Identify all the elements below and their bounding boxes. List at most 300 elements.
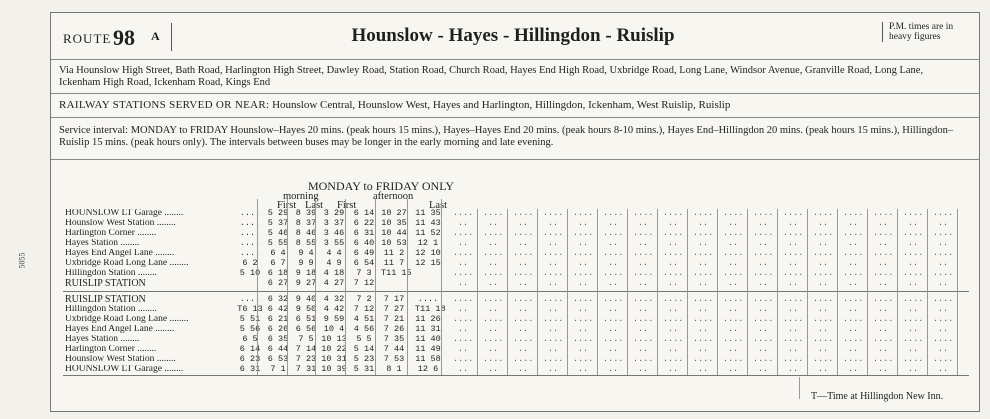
empty-cell: .... bbox=[783, 354, 804, 364]
stop-name: Hayes End Angel Lane ........ bbox=[65, 325, 175, 334]
time-cell: 5 29 bbox=[267, 208, 289, 218]
empty-cell: .. bbox=[667, 344, 679, 354]
empty-cell: .. bbox=[577, 304, 589, 314]
empty-cell: .... bbox=[513, 334, 534, 344]
time-cell: 10 4 bbox=[323, 324, 345, 334]
time-cell: 7 17 bbox=[383, 294, 405, 304]
time-cell: 4 56 bbox=[353, 324, 375, 334]
empty-cell: .. bbox=[907, 278, 919, 288]
empty-cell: .. bbox=[787, 304, 799, 314]
last-label: Last bbox=[305, 200, 324, 211]
time-cell: 9 18 bbox=[295, 268, 317, 278]
time-cell: 6 22 bbox=[353, 218, 375, 228]
column-rule bbox=[257, 199, 258, 375]
divider bbox=[51, 93, 979, 94]
time-cell: 6 44 bbox=[267, 344, 289, 354]
empty-cell: .... bbox=[603, 248, 624, 258]
time-cell: 6 31 bbox=[239, 364, 261, 374]
empty-cell: .. bbox=[787, 238, 799, 248]
empty-cell: .. bbox=[697, 324, 709, 334]
time-cell: 6 27 bbox=[267, 278, 289, 288]
empty-cell: .... bbox=[933, 208, 954, 218]
empty-cell: .. bbox=[457, 218, 469, 228]
column-rule bbox=[657, 209, 658, 375]
empty-cell: .... bbox=[633, 248, 654, 258]
afternoon-label: afternoon bbox=[373, 191, 414, 202]
empty-cell: .. bbox=[877, 304, 889, 314]
empty-cell: .. bbox=[817, 324, 829, 334]
empty-cell: .. bbox=[577, 218, 589, 228]
time-cell: 6 54 bbox=[353, 258, 375, 268]
time-cell: 11 58 bbox=[415, 354, 441, 364]
empty-cell: .... bbox=[933, 248, 954, 258]
route-title: Hounslow - Hayes - Hillingdon - Ruislip bbox=[351, 25, 675, 46]
time-cell: 4 27 bbox=[323, 278, 345, 288]
empty-cell: .. bbox=[727, 304, 739, 314]
empty-cell: .... bbox=[873, 268, 894, 278]
stop-name: Hillingdon Station ........ bbox=[65, 305, 157, 314]
empty-cell: .... bbox=[693, 314, 714, 324]
time-cell: 9 59 bbox=[323, 314, 345, 324]
empty-cell: .... bbox=[453, 354, 474, 364]
empty-cell: .. bbox=[667, 324, 679, 334]
stop-name: Harlington Corner ........ bbox=[65, 345, 157, 354]
empty-cell: .. bbox=[457, 278, 469, 288]
empty-cell: .... bbox=[543, 314, 564, 324]
empty-cell: .. bbox=[697, 364, 709, 374]
empty-cell: .. bbox=[487, 278, 499, 288]
empty-cell: .... bbox=[843, 354, 864, 364]
time-cell: 11 52 bbox=[415, 228, 441, 238]
time-cell: 8 1 bbox=[386, 364, 402, 374]
time-cell: 6 42 bbox=[267, 304, 289, 314]
time-cell: 10 53 bbox=[381, 238, 407, 248]
time-cell: 11 49 bbox=[415, 344, 441, 354]
empty-cell: .. bbox=[877, 238, 889, 248]
railway-line bbox=[59, 99, 969, 111]
empty-cell: .... bbox=[783, 314, 804, 324]
empty-cell: .... bbox=[663, 208, 684, 218]
railway-text: Hounslow Central, Hounslow West, Hayes and Harlington, Hillingdon, Ickenham, West Ruislip, Ruislip bbox=[272, 99, 731, 111]
empty-cell: .... bbox=[663, 354, 684, 364]
empty-cell: .. bbox=[847, 258, 859, 268]
empty-cell: .... bbox=[573, 208, 594, 218]
note-rule bbox=[799, 377, 800, 399]
empty-cell: .... bbox=[843, 334, 864, 344]
empty-cell: .... bbox=[843, 314, 864, 324]
empty-cell: .... bbox=[663, 334, 684, 344]
time-cell: 4 4 bbox=[326, 248, 342, 258]
empty-cell: .. bbox=[517, 238, 529, 248]
empty-cell: .. bbox=[667, 304, 679, 314]
time-cell: 5 55 bbox=[267, 238, 289, 248]
empty-cell: .. bbox=[727, 238, 739, 248]
empty-cell: .... bbox=[543, 354, 564, 364]
empty-cell: .... bbox=[813, 314, 834, 324]
time-cell: .... bbox=[239, 294, 261, 304]
time-cell: 7 44 bbox=[383, 344, 405, 354]
time-cell: 6 49 bbox=[353, 248, 375, 258]
empty-cell: .. bbox=[937, 324, 949, 334]
time-cell: 7 53 bbox=[383, 354, 405, 364]
first-label: First bbox=[337, 200, 357, 211]
empty-cell: .... bbox=[483, 314, 504, 324]
empty-cell: .... bbox=[903, 268, 924, 278]
empty-cell: .. bbox=[907, 238, 919, 248]
empty-cell: .... bbox=[453, 314, 474, 324]
empty-cell: .... bbox=[543, 248, 564, 258]
empty-cell: .. bbox=[457, 344, 469, 354]
time-cell: T6 13 bbox=[237, 304, 263, 314]
empty-cell: .. bbox=[817, 304, 829, 314]
time-cell: 7 5 bbox=[298, 334, 314, 344]
empty-cell: .. bbox=[757, 278, 769, 288]
time-cell: T11 15 bbox=[381, 268, 412, 278]
empty-cell: .... bbox=[633, 314, 654, 324]
empty-cell: .. bbox=[847, 278, 859, 288]
empty-cell: .... bbox=[933, 294, 954, 304]
empty-cell: .... bbox=[543, 334, 564, 344]
empty-cell: .. bbox=[847, 238, 859, 248]
empty-cell: .. bbox=[787, 278, 799, 288]
time-cell: 12 15 bbox=[415, 258, 441, 268]
time-cell: 9 50 bbox=[295, 304, 317, 314]
header bbox=[51, 13, 979, 60]
column-rule bbox=[867, 209, 868, 375]
empty-cell: .... bbox=[813, 228, 834, 238]
empty-cell: .... bbox=[693, 354, 714, 364]
empty-cell: .. bbox=[547, 364, 559, 374]
empty-cell: .... bbox=[633, 354, 654, 364]
time-cell: 7 23 bbox=[295, 354, 317, 364]
empty-cell: .... bbox=[723, 314, 744, 324]
empty-cell: .... bbox=[813, 294, 834, 304]
empty-cell: .. bbox=[487, 258, 499, 268]
empty-cell: .. bbox=[487, 238, 499, 248]
empty-cell: .. bbox=[727, 218, 739, 228]
empty-cell: .. bbox=[847, 344, 859, 354]
empty-cell: .. bbox=[517, 218, 529, 228]
empty-cell: .. bbox=[517, 344, 529, 354]
empty-cell: .... bbox=[813, 354, 834, 364]
time-cell: 7 27 bbox=[383, 304, 405, 314]
empty-cell: .. bbox=[637, 304, 649, 314]
empty-cell: .... bbox=[843, 268, 864, 278]
empty-cell: .. bbox=[577, 364, 589, 374]
empty-cell: .... bbox=[873, 228, 894, 238]
time-cell: 6 31 bbox=[353, 228, 375, 238]
empty-cell: .. bbox=[637, 218, 649, 228]
time-cell: 10 22 bbox=[321, 344, 347, 354]
empty-cell: .. bbox=[697, 238, 709, 248]
empty-cell: .... bbox=[813, 334, 834, 344]
empty-cell: .. bbox=[877, 218, 889, 228]
time-cell: 6 4 bbox=[270, 248, 286, 258]
empty-cell: .... bbox=[633, 294, 654, 304]
column-rule bbox=[747, 209, 748, 375]
empty-cell: .... bbox=[543, 268, 564, 278]
empty-cell: .... bbox=[693, 248, 714, 258]
time-cell: 4 18 bbox=[323, 268, 345, 278]
time-cell: 4 51 bbox=[353, 314, 375, 324]
empty-cell: .... bbox=[873, 208, 894, 218]
time-cell: 6 26 bbox=[267, 324, 289, 334]
empty-cell: .. bbox=[487, 344, 499, 354]
empty-cell: .. bbox=[547, 344, 559, 354]
column-rule bbox=[627, 209, 628, 375]
empty-cell: .... bbox=[873, 248, 894, 258]
empty-cell: .. bbox=[577, 324, 589, 334]
empty-cell: .. bbox=[667, 364, 679, 374]
stop-name: Harlington Corner ........ bbox=[65, 229, 157, 238]
empty-cell: .. bbox=[787, 364, 799, 374]
empty-cell: .. bbox=[937, 278, 949, 288]
empty-cell: .. bbox=[517, 278, 529, 288]
time-cell: 9 40 bbox=[295, 294, 317, 304]
empty-cell: .... bbox=[693, 208, 714, 218]
time-cell: 3 29 bbox=[323, 208, 345, 218]
empty-cell: .... bbox=[453, 208, 474, 218]
column-rule bbox=[777, 209, 778, 375]
stop-name: Uxbridge Road Long Lane ........ bbox=[65, 259, 189, 268]
empty-cell: .. bbox=[457, 238, 469, 248]
column-rule bbox=[407, 199, 408, 375]
empty-cell: .. bbox=[607, 278, 619, 288]
empty-cell: .. bbox=[907, 364, 919, 374]
column-rule bbox=[567, 209, 568, 375]
time-cell: 5 46 bbox=[267, 228, 289, 238]
empty-cell: .. bbox=[637, 324, 649, 334]
empty-cell: .. bbox=[787, 344, 799, 354]
empty-cell: .. bbox=[787, 324, 799, 334]
empty-cell: .... bbox=[843, 248, 864, 258]
empty-cell: .. bbox=[697, 258, 709, 268]
empty-cell: .... bbox=[903, 314, 924, 324]
empty-cell: .... bbox=[753, 294, 774, 304]
column-rule bbox=[375, 199, 376, 375]
empty-cell: .. bbox=[517, 304, 529, 314]
empty-cell: .. bbox=[517, 364, 529, 374]
empty-cell: .. bbox=[907, 324, 919, 334]
empty-cell: .. bbox=[487, 364, 499, 374]
route-suffix: A bbox=[151, 29, 160, 43]
empty-cell: .... bbox=[843, 294, 864, 304]
empty-cell: .... bbox=[603, 294, 624, 304]
empty-cell: .... bbox=[933, 314, 954, 324]
column-rule bbox=[315, 199, 316, 375]
empty-cell: .... bbox=[603, 334, 624, 344]
time-cell: 4 9 bbox=[326, 258, 342, 268]
empty-cell: .... bbox=[903, 354, 924, 364]
time-cell: 10 13 bbox=[321, 334, 347, 344]
time-cell: 3 55 bbox=[323, 238, 345, 248]
time-cell: 5 31 bbox=[353, 364, 375, 374]
via-text: Via Hounslow High Street, Bath Road, Harlington High Street, Dawley Road, Station Road, Church Road, Hayes End High Road, Uxbridge Road, Long Lane, Windsor Avenue, Granville Road, Long Lane, Ickenham High Road, Ickenham Road, Kings End bbox=[59, 65, 924, 88]
empty-cell: .. bbox=[937, 304, 949, 314]
time-cell: 5 37 bbox=[267, 218, 289, 228]
empty-cell: .. bbox=[787, 218, 799, 228]
empty-cell: .. bbox=[547, 304, 559, 314]
empty-cell: .. bbox=[547, 258, 559, 268]
empty-cell: .... bbox=[663, 314, 684, 324]
first-label: First bbox=[277, 200, 297, 211]
empty-cell: .. bbox=[937, 238, 949, 248]
time-cell: 7 21 bbox=[383, 314, 405, 324]
empty-cell: .... bbox=[813, 268, 834, 278]
empty-cell: .... bbox=[723, 228, 744, 238]
column-rule bbox=[927, 209, 928, 375]
empty-cell: .. bbox=[757, 258, 769, 268]
empty-cell: .. bbox=[847, 218, 859, 228]
empty-cell: .. bbox=[667, 238, 679, 248]
empty-cell: .... bbox=[513, 294, 534, 304]
empty-cell: .... bbox=[753, 248, 774, 258]
divider bbox=[51, 117, 979, 118]
column-rule bbox=[717, 209, 718, 375]
time-cell: 5 10 bbox=[239, 268, 261, 278]
empty-cell: .... bbox=[603, 208, 624, 218]
empty-cell: .... bbox=[753, 334, 774, 344]
empty-cell: .... bbox=[873, 334, 894, 344]
empty-cell: .. bbox=[817, 238, 829, 248]
time-cell: 10 35 bbox=[381, 218, 407, 228]
empty-cell: .... bbox=[483, 208, 504, 218]
empty-cell: .. bbox=[937, 344, 949, 354]
time-cell: 11 35 bbox=[415, 208, 441, 218]
time-cell: 5 56 bbox=[239, 324, 261, 334]
empty-cell: .... bbox=[633, 208, 654, 218]
route-number: 98 bbox=[113, 25, 135, 50]
stop-name: Hayes Station ........ bbox=[65, 335, 140, 344]
empty-cell: .... bbox=[813, 248, 834, 258]
empty-cell: .. bbox=[607, 344, 619, 354]
empty-cell: .. bbox=[877, 258, 889, 268]
empty-cell: .. bbox=[757, 324, 769, 334]
empty-cell: .... bbox=[603, 314, 624, 324]
column-rule bbox=[537, 209, 538, 375]
empty-cell: .... bbox=[933, 268, 954, 278]
empty-cell: .. bbox=[487, 324, 499, 334]
empty-cell: .... bbox=[723, 268, 744, 278]
empty-cell: .. bbox=[487, 218, 499, 228]
empty-cell: .. bbox=[607, 324, 619, 334]
empty-cell: .... bbox=[723, 208, 744, 218]
time-cell: .... bbox=[239, 228, 261, 238]
empty-cell: .... bbox=[573, 248, 594, 258]
time-cell: 6 23 bbox=[239, 354, 261, 364]
empty-cell: .... bbox=[933, 334, 954, 344]
empty-cell: .... bbox=[663, 268, 684, 278]
section-divider bbox=[63, 291, 969, 292]
empty-cell: .. bbox=[517, 258, 529, 268]
time-cell: 12 6 bbox=[417, 364, 439, 374]
route-box bbox=[59, 23, 172, 51]
column-rule bbox=[507, 209, 508, 375]
empty-cell: .... bbox=[453, 294, 474, 304]
empty-cell: .. bbox=[607, 364, 619, 374]
empty-cell: .. bbox=[457, 364, 469, 374]
stop-name: HOUNSLOW LT Garage ........ bbox=[65, 209, 184, 218]
time-cell: 8 37 bbox=[295, 218, 317, 228]
empty-cell: .. bbox=[817, 344, 829, 354]
empty-cell: .. bbox=[727, 324, 739, 334]
empty-cell: .. bbox=[667, 218, 679, 228]
empty-cell: .. bbox=[757, 344, 769, 354]
empty-cell: .. bbox=[547, 278, 559, 288]
time-cell: .... bbox=[239, 238, 261, 248]
empty-cell: .... bbox=[573, 228, 594, 238]
stop-name: Hayes Station ........ bbox=[65, 239, 140, 248]
railway-label: RAILWAY STATIONS SERVED OR NEAR: bbox=[59, 99, 270, 111]
stop-name: HOUNSLOW LT Garage ........ bbox=[65, 365, 184, 374]
empty-cell: .. bbox=[607, 218, 619, 228]
empty-cell: .... bbox=[903, 294, 924, 304]
empty-cell: .... bbox=[483, 354, 504, 364]
column-rule bbox=[687, 209, 688, 375]
time-cell: 8 55 bbox=[295, 238, 317, 248]
empty-cell: .... bbox=[783, 248, 804, 258]
time-cell: 7 31 bbox=[295, 364, 317, 374]
time-cell: 9 4 bbox=[298, 248, 314, 258]
empty-cell: .. bbox=[877, 278, 889, 288]
empty-cell: .. bbox=[457, 304, 469, 314]
empty-cell: .. bbox=[877, 324, 889, 334]
empty-cell: .. bbox=[727, 278, 739, 288]
section-divider bbox=[63, 375, 969, 376]
stop-name: Hayes End Angel Lane ........ bbox=[65, 249, 175, 258]
empty-cell: .... bbox=[753, 228, 774, 238]
column-rule bbox=[957, 209, 958, 375]
time-cell: 10 44 bbox=[381, 228, 407, 238]
empty-cell: .... bbox=[633, 268, 654, 278]
empty-cell: .. bbox=[757, 218, 769, 228]
empty-cell: .... bbox=[723, 294, 744, 304]
time-cell: 6 32 bbox=[267, 294, 289, 304]
time-cell: 8 39 bbox=[295, 208, 317, 218]
empty-cell: .... bbox=[573, 354, 594, 364]
empty-cell: .... bbox=[843, 208, 864, 218]
empty-cell: .. bbox=[847, 324, 859, 334]
empty-cell: .... bbox=[873, 294, 894, 304]
empty-cell: .... bbox=[483, 334, 504, 344]
empty-cell: .. bbox=[637, 364, 649, 374]
empty-cell: .. bbox=[637, 344, 649, 354]
empty-cell: .... bbox=[543, 294, 564, 304]
empty-cell: .... bbox=[573, 294, 594, 304]
empty-cell: .. bbox=[637, 258, 649, 268]
empty-cell: .... bbox=[513, 314, 534, 324]
column-rule bbox=[345, 199, 346, 375]
time-cell: 6 21 bbox=[267, 314, 289, 324]
empty-cell: .. bbox=[577, 278, 589, 288]
empty-cell: .. bbox=[637, 238, 649, 248]
time-cell: 6 51 bbox=[295, 314, 317, 324]
empty-cell: .. bbox=[937, 364, 949, 374]
time-cell: .... bbox=[239, 218, 261, 228]
time-cell: 7 1 bbox=[270, 364, 286, 374]
footnote: T—Time at Hillingdon New Inn. bbox=[811, 391, 944, 402]
time-cell: 3 46 bbox=[323, 228, 345, 238]
empty-cell: .. bbox=[577, 258, 589, 268]
empty-cell: .... bbox=[453, 228, 474, 238]
time-cell: 5 5 bbox=[356, 334, 372, 344]
time-cell: .... bbox=[239, 208, 261, 218]
time-cell: 6 35 bbox=[267, 334, 289, 344]
empty-cell: .... bbox=[903, 248, 924, 258]
stop-name: Uxbridge Road Long Lane ........ bbox=[65, 315, 189, 324]
time-cell: 7 3 bbox=[356, 268, 372, 278]
empty-cell: .... bbox=[573, 314, 594, 324]
